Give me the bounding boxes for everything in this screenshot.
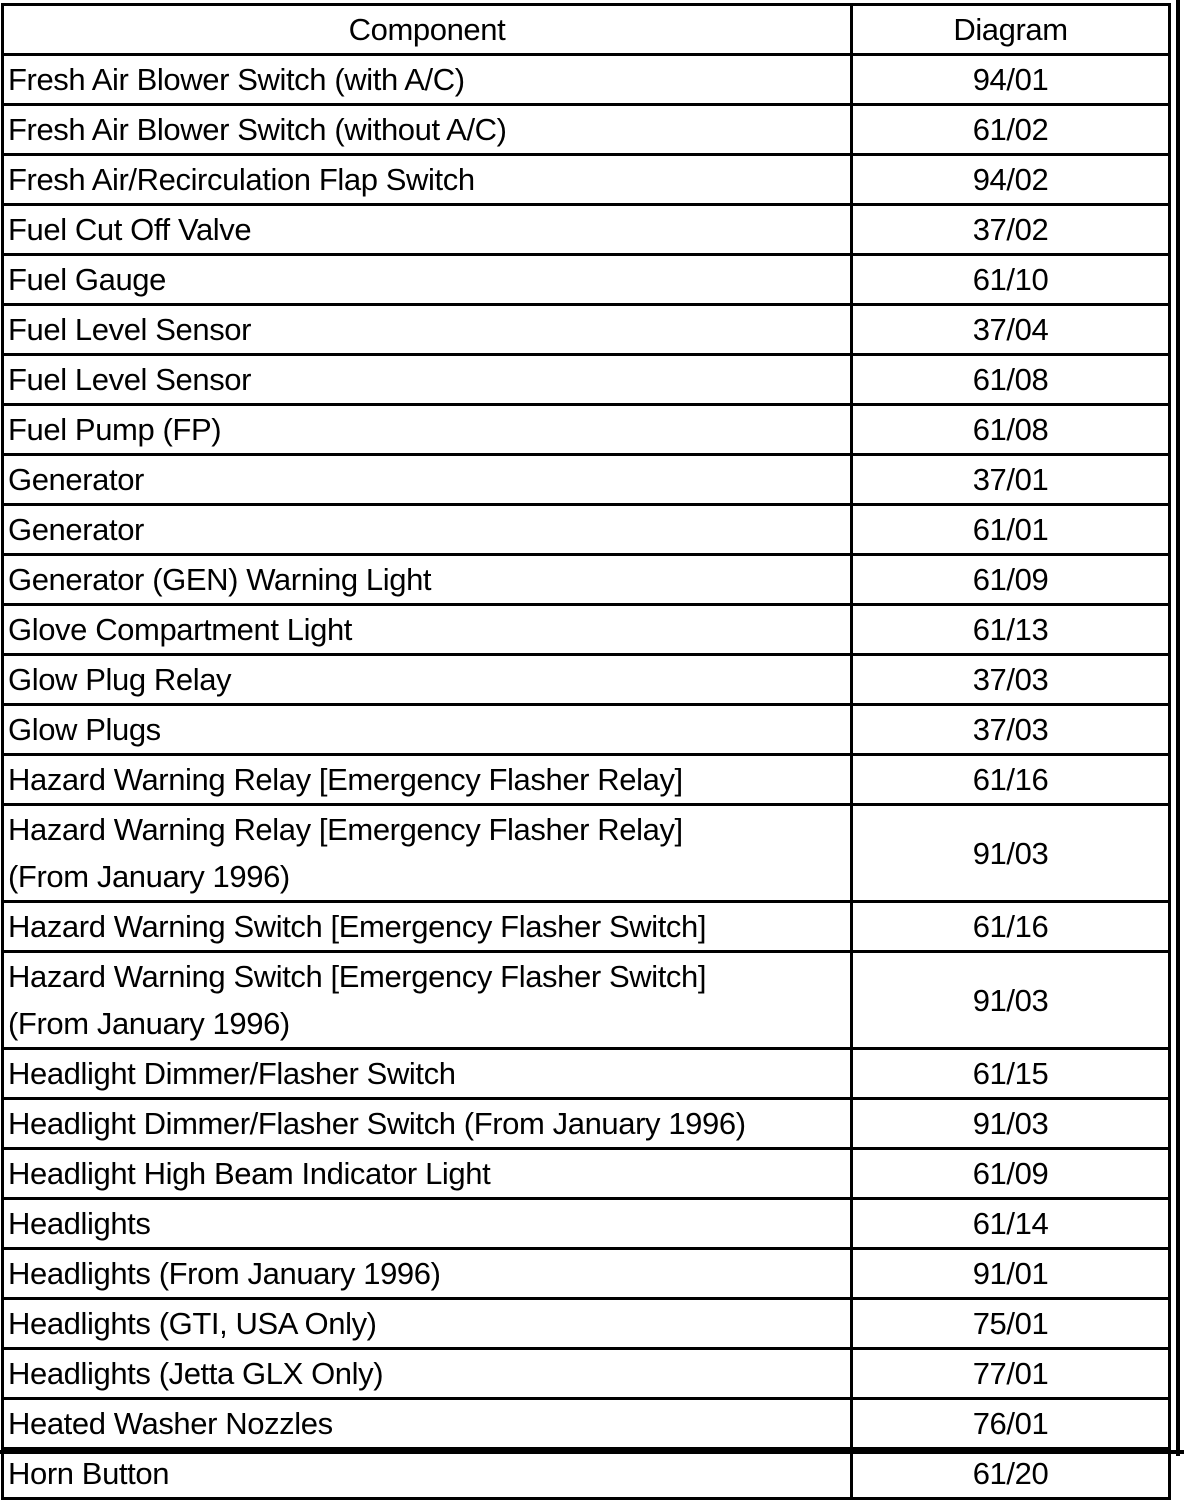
diagram-cell: 61/08	[852, 405, 1170, 455]
component-cell: Hazard Warning Relay [Emergency Flasher Relay]	[3, 755, 852, 805]
diagram-cell: 75/01	[852, 1299, 1170, 1349]
page-bottom-border	[0, 1450, 1184, 1454]
component-cell: Hazard Warning Switch [Emergency Flasher Switch] (From January 1996)	[3, 952, 852, 1049]
table-row	[3, 55, 1170, 105]
table-row	[3, 255, 1170, 305]
diagram-cell: 61/09	[852, 1149, 1170, 1199]
component-cell: Generator	[3, 455, 852, 505]
component-cell: Generator (GEN) Warning Light	[3, 555, 852, 605]
table-row	[3, 655, 1170, 705]
diagram-cell: 77/01	[852, 1349, 1170, 1399]
diagram-cell: 61/08	[852, 355, 1170, 405]
table-row	[3, 455, 1170, 505]
diagram-cell: 91/03	[852, 952, 1170, 1049]
table-row	[3, 755, 1170, 805]
table-row	[3, 505, 1170, 555]
diagram-cell: 61/16	[852, 755, 1170, 805]
table-row	[3, 1199, 1170, 1249]
table-row	[3, 1149, 1170, 1199]
component-cell: Glow Plug Relay	[3, 655, 852, 705]
component-cell: Fuel Gauge	[3, 255, 852, 305]
component-cell: Headlights (GTI, USA Only)	[3, 1299, 852, 1349]
table-row	[3, 305, 1170, 355]
diagram-cell: 61/10	[852, 255, 1170, 305]
component-cell: Generator	[3, 505, 852, 555]
table-row	[3, 155, 1170, 205]
diagram-cell: 94/01	[852, 55, 1170, 105]
component-cell: Fuel Cut Off Valve	[3, 205, 852, 255]
table-row	[3, 1049, 1170, 1099]
component-cell: Glove Compartment Light	[3, 605, 852, 655]
table-row	[3, 1449, 1170, 1499]
table-row	[3, 902, 1170, 952]
table-row	[3, 355, 1170, 405]
component-cell: Headlight Dimmer/Flasher Switch	[3, 1049, 852, 1099]
diagram-cell: 37/04	[852, 305, 1170, 355]
table-row	[3, 1349, 1170, 1399]
table-body	[3, 55, 1170, 1499]
diagram-cell: 76/01	[852, 1399, 1170, 1449]
diagram-cell: 91/01	[852, 1249, 1170, 1299]
table-row	[3, 805, 1170, 902]
table-row	[3, 205, 1170, 255]
table-row	[3, 1299, 1170, 1349]
table-row	[3, 405, 1170, 455]
component-cell: Glow Plugs	[3, 705, 852, 755]
component-cell: Fuel Level Sensor	[3, 305, 852, 355]
component-cell: Hazard Warning Switch [Emergency Flasher Switch]	[3, 902, 852, 952]
diagram-column-header: Diagram	[852, 5, 1170, 55]
diagram-cell: 91/03	[852, 805, 1170, 902]
component-cell: Fresh Air Blower Switch (with A/C)	[3, 55, 852, 105]
diagram-cell: 61/16	[852, 902, 1170, 952]
diagram-cell: 91/03	[852, 1099, 1170, 1149]
component-cell: Headlights (From January 1996)	[3, 1249, 852, 1299]
diagram-cell: 37/03	[852, 705, 1170, 755]
component-cell: Fuel Pump (FP)	[3, 405, 852, 455]
table-row	[3, 1399, 1170, 1449]
component-column-header: Component	[3, 5, 852, 55]
component-cell: Hazard Warning Relay [Emergency Flasher Relay] (From January 1996)	[3, 805, 852, 902]
diagram-cell: 61/20	[852, 1449, 1170, 1499]
table-row	[3, 605, 1170, 655]
diagram-cell: 61/15	[852, 1049, 1170, 1099]
diagram-cell: 61/13	[852, 605, 1170, 655]
component-cell: Headlights (Jetta GLX Only)	[3, 1349, 852, 1399]
diagram-cell: 37/02	[852, 205, 1170, 255]
diagram-cell: 37/03	[852, 655, 1170, 705]
diagram-cell: 94/02	[852, 155, 1170, 205]
table-row	[3, 952, 1170, 1049]
component-cell: Fresh Air/Recirculation Flap Switch	[3, 155, 852, 205]
header-row	[3, 5, 1170, 55]
component-diagram-table	[1, 3, 1171, 1500]
table-row	[3, 705, 1170, 755]
table-row	[3, 105, 1170, 155]
component-cell: Fuel Level Sensor	[3, 355, 852, 405]
component-cell: Heated Washer Nozzles	[3, 1399, 852, 1449]
component-cell: Fresh Air Blower Switch (without A/C)	[3, 105, 852, 155]
table-row	[3, 1099, 1170, 1149]
diagram-cell: 37/01	[852, 455, 1170, 505]
diagram-cell: 61/09	[852, 555, 1170, 605]
diagram-cell: 61/02	[852, 105, 1170, 155]
component-cell: Headlights	[3, 1199, 852, 1249]
table-row	[3, 555, 1170, 605]
component-cell: Headlight Dimmer/Flasher Switch (From January 1996)	[3, 1099, 852, 1149]
page-right-border	[1176, 0, 1180, 1456]
component-cell: Horn Button	[3, 1449, 852, 1499]
diagram-cell: 61/01	[852, 505, 1170, 555]
diagram-cell: 61/14	[852, 1199, 1170, 1249]
table-row	[3, 1249, 1170, 1299]
component-cell: Headlight High Beam Indicator Light	[3, 1149, 852, 1199]
